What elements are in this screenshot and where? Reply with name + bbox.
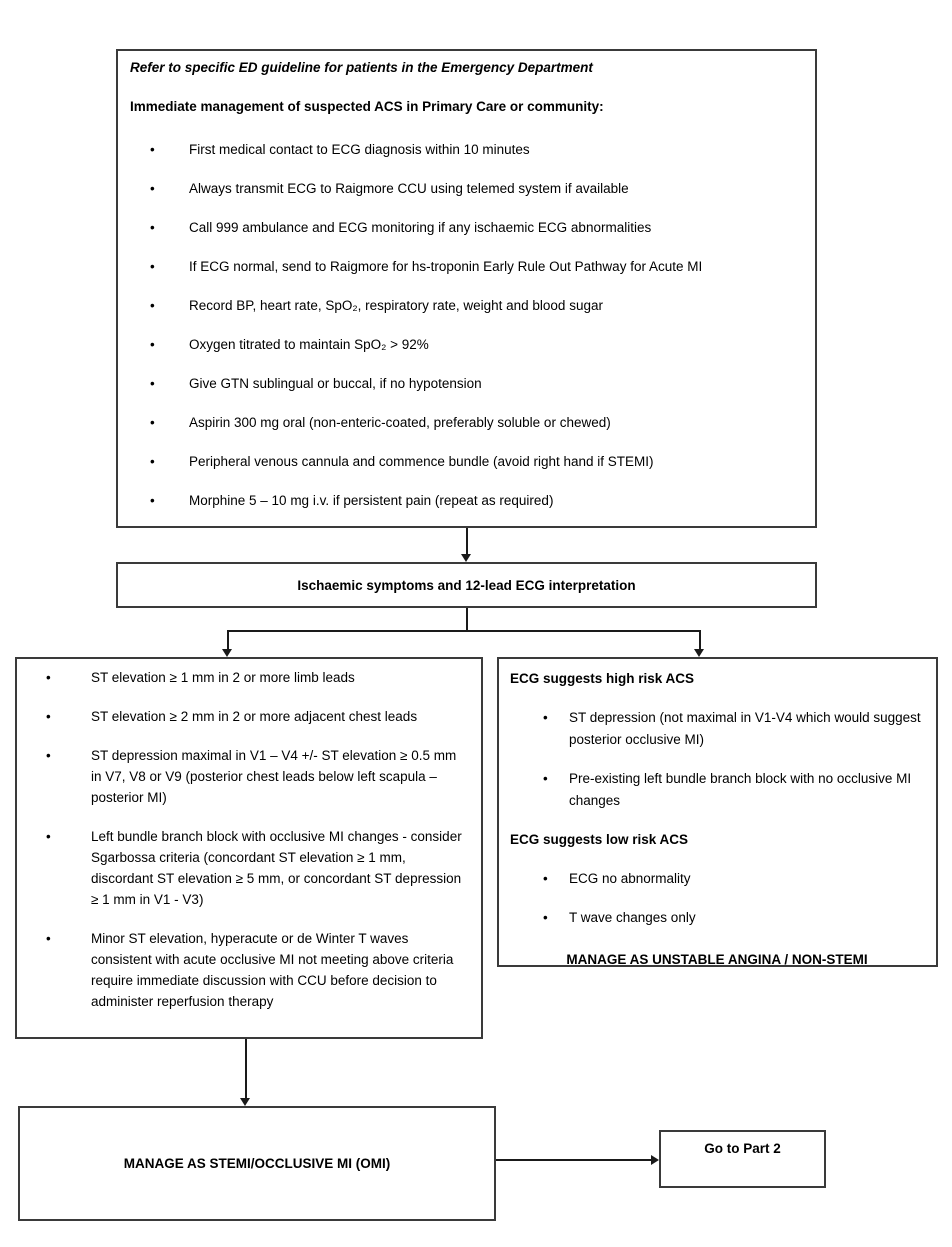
high-risk-bullet-list — [510, 707, 924, 812]
primary-care-bullet: • Always transmit ECG to Raigmore CCU using telemed system if available — [150, 180, 799, 197]
branch-stem-line — [466, 608, 468, 631]
high-risk-bullet: • Pre-existing left bundle branch block with no occlusive MI changes — [543, 768, 924, 812]
omi-criteria-box — [15, 657, 483, 1039]
high-risk-bullet: • ST depression (not maximal in V1-V4 which would suggest posterior occlusive MI) — [543, 707, 924, 751]
high-risk-heading: ECG suggests high risk ACS — [510, 671, 695, 686]
branch-left-line — [227, 630, 229, 649]
omi-criteria-bullet: • Left bundle branch block with occlusive MI changes - consider Sgarbossa criteria (concordant ST elevation ≥ 1 mm, discordant ST elevation ≥ 5 mm, or concordant ST depression ≥ 1 mm in V1 - V3) — [46, 826, 465, 910]
low-risk-bullet: • ECG no abnormality — [543, 868, 924, 890]
primary-care-bullet: • Peripheral venous cannula and commence bundle (avoid right hand if STEMI) — [150, 453, 799, 470]
omi-criteria-bullet-list — [29, 667, 465, 1012]
branch-horizontal-line — [227, 630, 701, 632]
primary-care-bullet: • Oxygen titrated to maintain SpO₂ > 92% — [150, 336, 799, 353]
arrow-line-top-to-ecg — [466, 528, 468, 555]
low-risk-heading: ECG suggests low risk ACS — [510, 832, 689, 847]
omi-criteria-bullet: • Minor ST elevation, hyperacute or de Winter T waves consistent with acute occlusive MI not meeting above criteria require immediate discussion with CCU before decision to administer reperfusion therapy — [46, 928, 465, 1012]
omi-criteria-bullet: • ST depression maximal in V1 – V4 +/- ST elevation ≥ 0.5 mm in V7, V8 or V9 (posterior chest leads below left scapula – posterior MI) — [46, 745, 465, 808]
primary-care-bullet: • Give GTN sublingual or buccal, if no hypotension — [150, 375, 799, 392]
primary-care-management-box — [116, 49, 817, 528]
arrow-line-stemi-to-part2 — [496, 1159, 651, 1161]
manage-stemi-box — [18, 1106, 496, 1221]
primary-care-bullet: • Aspirin 300 mg oral (non-enteric-coated, preferably soluble or chewed) — [150, 414, 799, 431]
branch-right-line — [699, 630, 701, 649]
ed-guideline-note: Refer to specific ED guideline for patients in the Emergency Department — [130, 60, 593, 75]
low-risk-bullet-list — [510, 868, 924, 929]
arrowhead-stemi-to-part2 — [651, 1155, 659, 1165]
acs-risk-box — [497, 657, 938, 967]
arrowhead-top-to-ecg — [461, 554, 471, 562]
arrow-line-criteria-to-stemi — [245, 1039, 247, 1098]
unstable-angina-label: MANAGE AS UNSTABLE ANGINA / NON-STEMI — [566, 952, 868, 967]
go-to-part2-label: Go to Part 2 — [704, 1141, 781, 1156]
omi-criteria-bullet: • ST elevation ≥ 2 mm in 2 or more adjacent chest leads — [46, 706, 465, 727]
omi-criteria-bullet: • ST elevation ≥ 1 mm in 2 or more limb leads — [46, 667, 465, 688]
ecg-interpretation-box — [116, 562, 817, 608]
low-risk-bullet: • T wave changes only — [543, 907, 924, 929]
primary-care-bullet: • If ECG normal, send to Raigmore for hs-troponin Early Rule Out Pathway for Acute MI — [150, 258, 799, 275]
ecg-interpretation-title: Ischaemic symptoms and 12-lead ECG interpretation — [297, 577, 636, 593]
primary-care-bullet-list — [130, 141, 799, 509]
manage-stemi-label: MANAGE AS STEMI/OCCLUSIVE MI (OMI) — [123, 1156, 391, 1171]
primary-care-bullet: • Record BP, heart rate, SpO₂, respiratory rate, weight and blood sugar — [150, 297, 799, 314]
primary-care-bullet: • Call 999 ambulance and ECG monitoring if any ischaemic ECG abnormalities — [150, 219, 799, 236]
go-to-part2-box — [659, 1130, 826, 1188]
arrowhead-branch-left — [222, 649, 232, 657]
primary-care-heading: Immediate management of suspected ACS in Primary Care or community: — [130, 99, 604, 114]
primary-care-bullet: • First medical contact to ECG diagnosis within 10 minutes — [150, 141, 799, 158]
arrowhead-branch-right — [694, 649, 704, 657]
arrowhead-criteria-to-stemi — [240, 1098, 250, 1106]
primary-care-bullet: • Morphine 5 – 10 mg i.v. if persistent pain (repeat as required) — [150, 492, 799, 509]
